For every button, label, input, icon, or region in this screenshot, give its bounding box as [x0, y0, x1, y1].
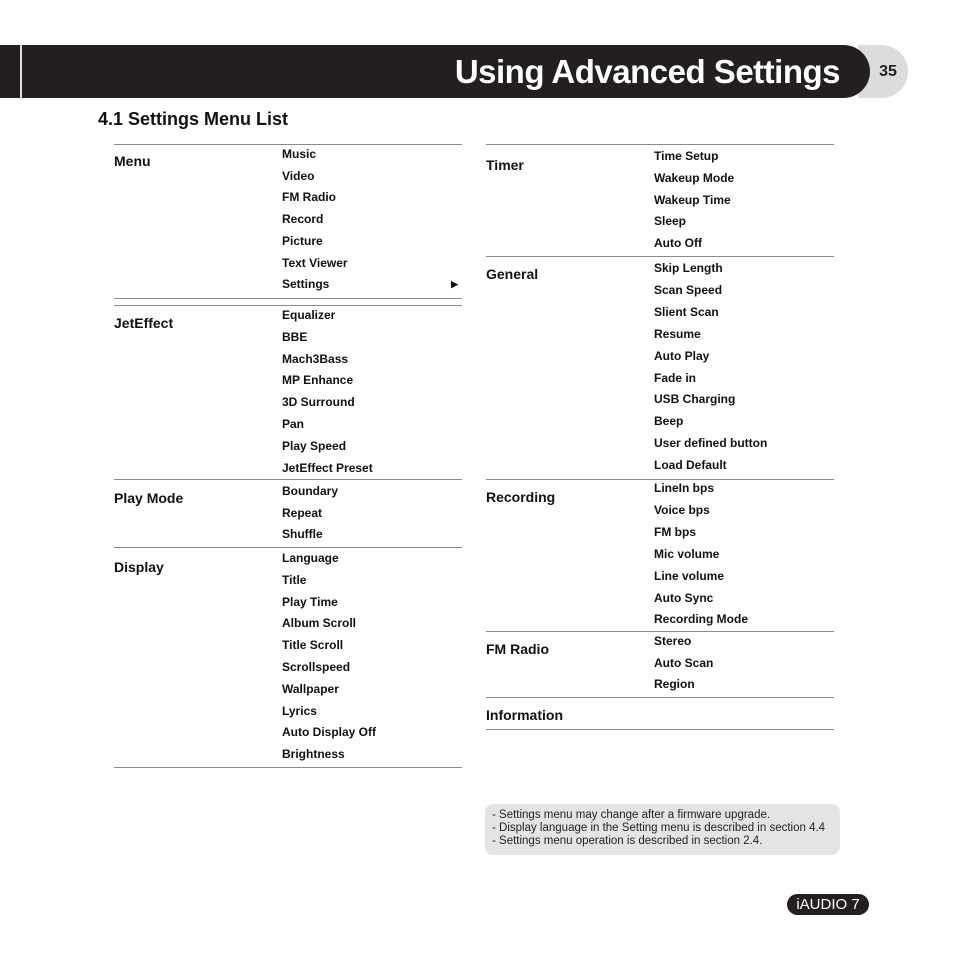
menu-item — [282, 256, 462, 270]
menu-item — [654, 591, 834, 605]
menu-item — [654, 349, 834, 363]
menu-item — [282, 169, 462, 183]
settings-group — [114, 548, 462, 768]
menu-item-label: LineIn bps — [654, 481, 714, 495]
menu-item-label: Sleep — [654, 214, 687, 229]
menu-item-label: Language — [282, 551, 339, 565]
menu-item — [654, 525, 834, 539]
menu-item — [654, 677, 834, 691]
menu-item — [654, 414, 834, 428]
menu-item — [282, 682, 462, 696]
menu-item — [282, 147, 462, 161]
header-divider — [20, 45, 22, 98]
settings-group — [486, 698, 834, 730]
menu-item — [282, 660, 462, 674]
menu-item-label: Mic volume — [654, 546, 720, 561]
menu-item — [282, 573, 462, 587]
settings-group — [486, 632, 834, 698]
menu-item-label: BBE — [282, 329, 308, 344]
menu-item — [654, 171, 834, 185]
menu-item — [282, 704, 462, 718]
menu-item-label: FM Radio — [282, 190, 336, 205]
menu-item — [282, 439, 462, 453]
submenu-arrow-icon: ▶ — [451, 279, 458, 290]
menu-item-label: FM bps — [654, 524, 696, 539]
note-line: - Display language in the Setting menu is described in section 4.4 — [492, 822, 826, 834]
menu-item-label: Brightness — [282, 747, 345, 762]
menu-item-label: Boundary — [282, 484, 339, 498]
group-name: Recording — [486, 489, 556, 505]
group-name: Timer — [486, 157, 524, 173]
note-line: - Settings menu operation is described in section 2.4. — [492, 835, 763, 847]
menu-item — [654, 503, 834, 517]
menu-item — [282, 212, 462, 226]
menu-item — [654, 392, 834, 406]
menu-item — [282, 506, 462, 520]
menu-item — [282, 747, 462, 761]
settings-group — [114, 144, 462, 299]
menu-item-label: Lyrics — [282, 703, 317, 718]
menu-item-label: Text Viewer — [282, 255, 348, 270]
menu-item-label: Auto Off — [654, 236, 702, 251]
menu-item — [282, 638, 462, 652]
menu-item-label: Time Setup — [654, 149, 719, 163]
menu-item — [654, 214, 834, 228]
menu-item — [654, 261, 834, 275]
menu-item — [654, 634, 834, 648]
menu-item-label: Line volume — [654, 568, 725, 583]
settings-group — [114, 305, 462, 480]
menu-item — [282, 190, 462, 204]
menu-item — [654, 656, 834, 670]
group-name: Display — [114, 559, 164, 575]
group-name: FM Radio — [486, 641, 549, 657]
menu-item-label: Pan — [282, 417, 305, 431]
menu-item-label: Wakeup Time — [654, 192, 731, 207]
menu-item-label: Region — [654, 677, 695, 692]
menu-item-label: Auto Display Off — [282, 725, 377, 740]
menu-item — [282, 461, 462, 475]
menu-item — [654, 436, 834, 450]
brand-badge: iAUDIO 7 — [787, 894, 869, 915]
menu-item-label: Auto Scan — [654, 655, 714, 670]
settings-group — [486, 480, 834, 632]
settings-group — [486, 144, 834, 257]
menu-item-label: Skip Length — [654, 261, 723, 275]
group-name: Information — [486, 707, 563, 723]
menu-item-label: Play Time — [282, 594, 338, 609]
menu-item — [654, 283, 834, 297]
page-title: Using Advanced Settings — [454, 53, 840, 90]
menu-item — [654, 481, 834, 495]
menu-item — [654, 371, 834, 385]
menu-item — [282, 484, 462, 498]
menu-item-label: Wakeup Mode — [654, 170, 735, 185]
menu-item-label: MP Enhance — [282, 373, 354, 388]
settings-list-right — [486, 144, 834, 730]
menu-item — [282, 616, 462, 630]
note-line: - Settings menu may change after a firmware upgrade. — [492, 809, 771, 821]
menu-item — [282, 595, 462, 609]
menu-item-label: Scrollspeed — [282, 660, 351, 674]
menu-item-label: Recording Mode — [654, 612, 749, 627]
menu-item-label: Music — [282, 147, 317, 161]
menu-item-label: Record — [282, 212, 324, 227]
menu-item-label: Auto Sync — [654, 590, 714, 605]
menu-item-label: JetEffect Preset — [282, 460, 373, 475]
menu-item-label: Slient Scan — [654, 304, 719, 319]
menu-item — [654, 547, 834, 561]
menu-item — [654, 458, 834, 472]
menu-item-label: Album Scroll — [282, 616, 357, 631]
page-number: 35 — [879, 63, 897, 80]
menu-item-label: Settings — [282, 277, 330, 292]
menu-item-label: Picture — [282, 233, 323, 248]
menu-item — [654, 327, 834, 341]
menu-item-label: Title — [282, 572, 307, 587]
section-heading: 4.1 Settings Menu List — [98, 109, 289, 129]
menu-item — [282, 551, 462, 565]
group-name: Play Mode — [114, 490, 184, 506]
menu-item-label: Resume — [654, 326, 701, 341]
menu-item-label: Beep — [654, 414, 684, 429]
menu-item-label: Title Scroll — [282, 638, 344, 653]
settings-list-left — [114, 144, 462, 768]
menu-item-label: User defined button — [654, 436, 768, 451]
menu-item-label: Voice bps — [654, 502, 710, 517]
menu-item — [282, 417, 462, 431]
menu-item — [282, 373, 462, 387]
menu-item-label: Equalizer — [282, 308, 336, 322]
menu-item — [654, 569, 834, 583]
menu-item — [654, 305, 834, 319]
menu-item-label: Repeat — [282, 505, 323, 520]
menu-item-label: Play Speed — [282, 438, 347, 453]
menu-item-label: Video — [282, 168, 315, 183]
menu-item — [654, 193, 834, 207]
menu-item — [282, 352, 462, 366]
menu-item — [282, 395, 462, 409]
menu-item-label: Auto Play — [654, 348, 710, 363]
menu-item — [282, 277, 462, 291]
menu-item — [282, 330, 462, 344]
menu-item — [282, 725, 462, 739]
group-name: Menu — [114, 153, 151, 169]
menu-item — [654, 149, 834, 163]
menu-item-label: USB Charging — [654, 392, 736, 407]
menu-item — [282, 527, 462, 541]
menu-item-label: 3D Surround — [282, 395, 355, 410]
menu-item — [282, 308, 462, 322]
menu-item-label: Mach3Bass — [282, 351, 349, 366]
menu-item — [654, 612, 834, 626]
menu-item-label: Scan Speed — [654, 282, 723, 297]
group-name: JetEffect — [114, 315, 174, 331]
menu-item-label: Shuffle — [282, 527, 323, 541]
menu-item-label: Stereo — [654, 634, 692, 648]
settings-group — [114, 480, 462, 548]
menu-item-label: Wallpaper — [282, 681, 339, 696]
menu-item-label: Fade in — [654, 370, 697, 385]
group-name: General — [486, 266, 539, 282]
menu-item-label: Load Default — [654, 458, 727, 473]
menu-item — [282, 234, 462, 248]
menu-item — [654, 236, 834, 250]
settings-group — [486, 257, 834, 480]
